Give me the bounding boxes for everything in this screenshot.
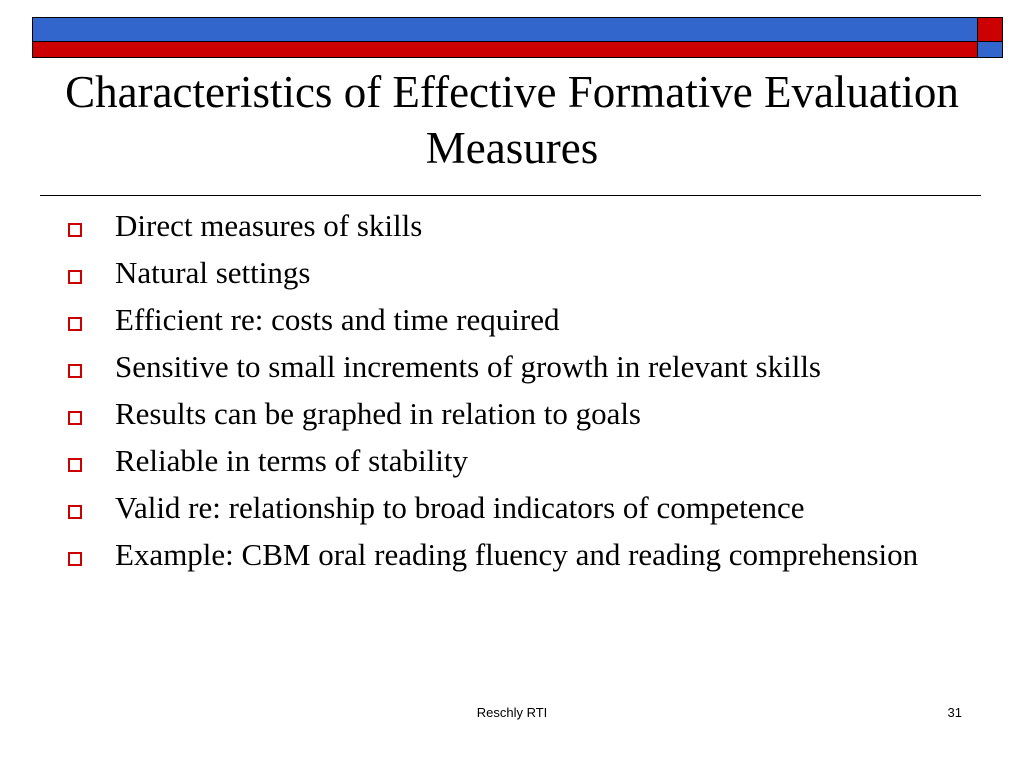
header-corner-red-square <box>977 17 1003 42</box>
bullet-text: Results can be graphed in relation to goals <box>115 396 642 431</box>
title-divider <box>40 195 981 196</box>
bullet-text: Sensitive to small increments of growth in relevant skills <box>115 349 821 384</box>
bullet-text: Reliable in terms of stability <box>115 443 468 478</box>
bullet-item <box>0 490 1024 526</box>
hollow-square-icon <box>68 364 82 378</box>
hollow-square-icon <box>68 223 82 237</box>
bullet-item <box>0 396 1024 432</box>
header-blue-bar <box>32 17 978 42</box>
bullet-text: Example: CBM oral reading fluency and reading comprehension <box>115 537 919 572</box>
hollow-square-icon <box>68 411 82 425</box>
footer-label: Reschly RTI <box>476 705 548 720</box>
bullet-item <box>0 255 1024 291</box>
bullet-item <box>0 302 1024 338</box>
bullet-item <box>0 443 1024 479</box>
slide-title: Characteristics of Effective Formative Evaluation Measures <box>65 67 959 173</box>
bullet-item <box>0 208 1024 244</box>
hollow-square-icon <box>68 505 82 519</box>
page-number: 31 <box>947 705 962 720</box>
bullet-item <box>0 537 1024 573</box>
header-corner-blue-square <box>977 41 1003 58</box>
bullet-item <box>0 349 1024 385</box>
bullet-text: Efficient re: costs and time required <box>115 302 560 337</box>
bullet-text: Natural settings <box>115 255 311 290</box>
header-red-bar <box>32 41 978 58</box>
bullet-text: Valid re: relationship to broad indicators of competence <box>115 490 805 525</box>
hollow-square-icon <box>68 317 82 331</box>
hollow-square-icon <box>68 270 82 284</box>
hollow-square-icon <box>68 552 82 566</box>
hollow-square-icon <box>68 458 82 472</box>
bullet-list <box>0 208 1024 584</box>
bullet-text: Direct measures of skills <box>115 208 423 243</box>
